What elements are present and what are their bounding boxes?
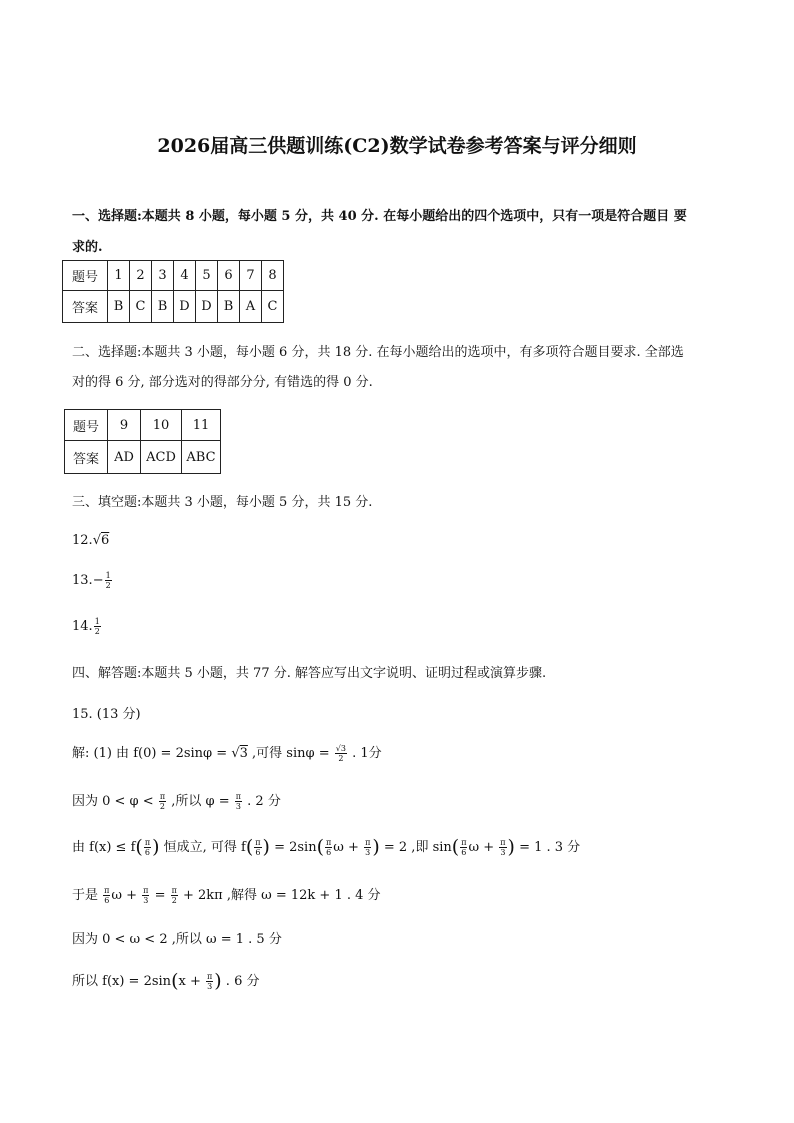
question-number: 13.: [72, 573, 93, 588]
section1-answer-table: [62, 260, 284, 323]
fraction: $\frac{\pi}{2}$: [171, 886, 177, 905]
table-head-label: 题号: [65, 410, 108, 441]
fraction: $\frac{\pi}{3}$: [235, 792, 242, 811]
solution-step-5: 因为 0 < ω < 2 ,所以 ω = 1 . 5 分: [72, 932, 282, 947]
table-cell: AD: [108, 441, 141, 474]
table-row: [65, 441, 221, 474]
solution-step-6: 所以 f(x) = 2sin(x + $\frac{\pi}{3}$ ) . 6 分: [72, 970, 260, 992]
table-cell: 11: [182, 410, 221, 441]
fraction: $\frac{\pi}{6}$: [326, 838, 332, 857]
table-cell: 6: [218, 261, 240, 291]
table-cell: 8: [262, 261, 284, 291]
sqrt-sign: √: [92, 533, 101, 548]
section4-intro: 四、解答题:本题共 5 小题，共 77 分. 解答应写出文字说明、证明过程或演算步骤.: [72, 666, 547, 681]
fraction: $\frac{\pi}{6}$: [104, 886, 110, 905]
table-cell: 9: [108, 410, 141, 441]
table-row: [65, 410, 221, 441]
table-cell: 5: [196, 261, 218, 291]
fraction: $\frac{1}{2}$: [105, 571, 111, 590]
answer-14: [72, 617, 102, 636]
table-answer-label: 答案: [63, 291, 108, 323]
table-head-label: 题号: [63, 261, 108, 291]
table-cell: ACD: [141, 441, 182, 474]
fraction: $\frac{\pi}{3}$: [143, 886, 149, 905]
table-cell: 4: [174, 261, 196, 291]
section2-intro-line1: 二、选择题:本题共 3 小题，每小题 6 分，共 18 分. 在每小题给出的选项中，有多项符合题目要求. 全部选: [72, 345, 684, 360]
table-cell: A: [240, 291, 262, 323]
table-cell: D: [174, 291, 196, 323]
minus-sign: −: [92, 573, 104, 588]
table-cell: D: [196, 291, 218, 323]
fraction: $\frac{\pi}{3}$: [206, 972, 213, 991]
section1-intro-line1: 一、选择题:本题共 8 小题，每小题 5 分，共 40 分. 在每小题给出的四个选项中，只有一项是符合题目 要: [72, 209, 687, 224]
question-number: 14.: [72, 619, 93, 634]
section1-intro-line2: 求的.: [72, 240, 103, 255]
fraction: $\frac{√3}{2}$: [335, 744, 346, 763]
fraction: $\frac{\pi}{3}$: [500, 838, 506, 857]
table-cell: 10: [141, 410, 182, 441]
section2-intro-line2: 对的得 6 分, 部分选对的得部分分, 有错选的得 0 分.: [72, 375, 373, 390]
radicand: 6: [100, 533, 110, 548]
fraction: $\frac{\pi}{6}$: [461, 838, 467, 857]
question-number: 12.: [72, 533, 93, 548]
solution-step-2: 因为 0 < φ < $\frac{\pi}{2}$ ,所以 φ = $\frac{\pi}{3}$ . 2 分: [72, 792, 281, 811]
fraction: $\frac{\pi}{6}$: [144, 838, 151, 857]
section3-intro: 三、填空题:本题共 3 小题，每小题 5 分，共 15 分.: [72, 495, 373, 510]
table-cell: C: [262, 291, 284, 323]
page-title: 2026届高三供题训练(C2)数学试卷参考答案与评分细则: [157, 135, 637, 157]
answer-13: [72, 571, 113, 590]
table-cell: ABC: [182, 441, 221, 474]
section2-answer-table: [64, 409, 221, 474]
fraction: $\frac{1}{2}$: [94, 617, 100, 636]
table-cell: 2: [130, 261, 152, 291]
table-cell: 3: [152, 261, 174, 291]
table-cell: B: [108, 291, 130, 323]
table-cell: 1: [108, 261, 130, 291]
question-15-header: 15. (13 分): [72, 707, 141, 722]
table-cell: C: [130, 291, 152, 323]
table-row: [63, 291, 284, 323]
fraction: $\frac{\pi}{3}$: [365, 838, 371, 857]
table-cell: B: [152, 291, 174, 323]
solution-step-1: 解: (1) 由 f(0) = 2sinφ = √3 ,可得 sinφ = $\frac{√3}{2}$ . 1分: [72, 744, 382, 763]
answer-12: [72, 533, 109, 548]
solution-step-4: 于是 $\frac{\pi}{6}$ ω + $\frac{\pi}{3}$ = $\frac{\pi}{2}$ + 2kπ ,解得 ω = 12k + 1 . 4 分: [72, 886, 381, 905]
solution-step-3: 由 f(x) ≤ f( $\frac{\pi}{6}$ ) 恒成立, 可得 f( $\frac{\pi}{6}$ ) = 2sin( $\frac{\pi}{6}$ ω + $\frac{\pi}{3}$ ) = 2 ,即 sin( $\frac{\pi}{6}$ ω + $\frac{\pi}{3}$ ) = 1 . 3 分: [72, 836, 581, 858]
table-cell: B: [218, 291, 240, 323]
table-row: [63, 261, 284, 291]
table-answer-label: 答案: [65, 441, 108, 474]
fraction: $\frac{\pi}{6}$: [255, 838, 261, 857]
table-cell: 7: [240, 261, 262, 291]
fraction: $\frac{\pi}{2}$: [159, 792, 166, 811]
